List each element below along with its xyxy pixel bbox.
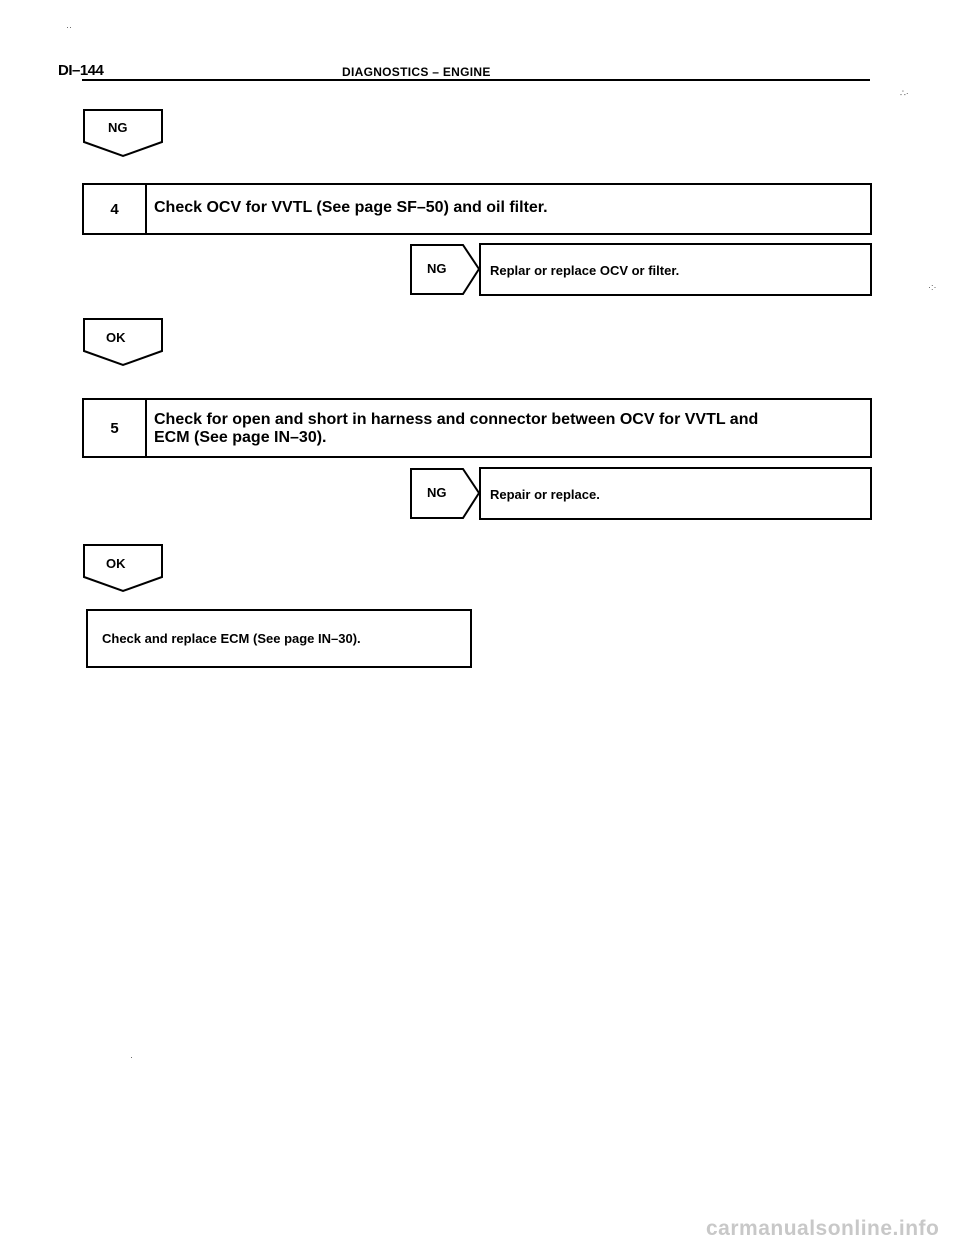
final-action-box: [86, 609, 472, 668]
header-divider: [82, 79, 870, 81]
step-4-text: Check OCV for VVTL (See page SF–50) and oil filter.: [154, 199, 548, 216]
step-5-text-line-1: Check for open and short in harness and connector between OCV for VVTL and: [154, 411, 759, 428]
result-text: Replar or replace OCV or filter.: [490, 263, 680, 278]
scan-speck: ··: [66, 22, 72, 32]
footer-watermark: carmanualsonline.info: [706, 1217, 940, 1240]
step-number: 4: [84, 185, 147, 233]
scan-speck: ∴·: [900, 88, 909, 98]
ng-tag-label: NG: [108, 120, 128, 135]
section-title: DIAGNOSTICS – ENGINE: [342, 65, 491, 79]
step-4-box: [82, 183, 872, 235]
ng-tag-label: NG: [427, 261, 447, 276]
ng-arrow-tag: [409, 467, 481, 520]
ok-tag-label: OK: [106, 330, 126, 345]
ng-tag-label: NG: [427, 485, 447, 500]
result-text: Repair or replace.: [490, 487, 600, 502]
ng-arrow-tag: [409, 243, 481, 296]
result-box: [479, 243, 872, 296]
scan-speck: ·:·: [928, 282, 937, 292]
ng-tag-top: [82, 108, 164, 158]
ok-tag: [82, 317, 164, 367]
page-number: DI–144: [58, 62, 104, 79]
step-5-box: [82, 398, 872, 458]
scan-speck: ·: [130, 1052, 133, 1062]
result-box: [479, 467, 872, 520]
final-action-text: Check and replace ECM (See page IN–30).: [102, 631, 361, 646]
ok-tag-label: OK: [106, 556, 126, 571]
step-5-text-line-2: ECM (See page IN–30).: [154, 429, 327, 446]
step-number: 5: [84, 400, 147, 456]
ok-tag: [82, 543, 164, 593]
